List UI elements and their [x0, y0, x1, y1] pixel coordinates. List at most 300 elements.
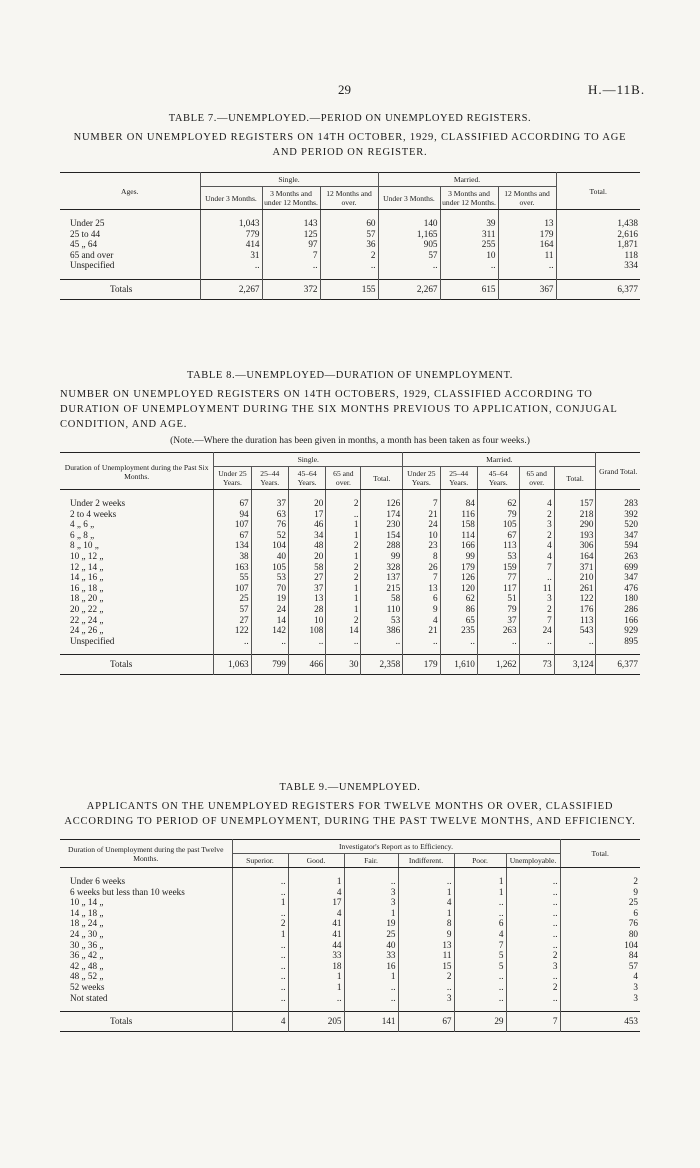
table-cell: 311: [440, 229, 498, 240]
table-cell: 1: [326, 551, 361, 562]
row-label: Under 25: [60, 218, 200, 229]
table-row: [60, 615, 640, 626]
spacer-cell: [60, 868, 232, 877]
table-cell: 80: [628, 928, 638, 939]
table-cell: 25: [214, 593, 251, 604]
table-cell: ..: [519, 572, 554, 583]
table-cell: 3: [506, 961, 560, 972]
row-label: Not stated: [60, 993, 232, 1004]
t7-head-single: Single.: [200, 173, 378, 187]
t8-head-single: Single.: [214, 453, 403, 467]
totals-cell: 6,377: [556, 279, 640, 299]
table-row: [60, 260, 640, 271]
row-label: 20 „ 22 „: [60, 604, 214, 615]
t7-head-m-3to12: 3 Months and under 12 Months.: [440, 187, 498, 210]
table-cell: 13: [288, 593, 325, 604]
t8-head-m-65: 65 and over.: [519, 467, 554, 490]
table-cell: 20: [288, 551, 325, 562]
table-cell: 286: [624, 603, 638, 614]
spacer-cell: [361, 646, 403, 655]
t8-head-duration: Duration of Unemployment during the Past Six Months.: [60, 453, 214, 490]
table-cell: 3: [519, 519, 554, 530]
table-cell: 261: [554, 583, 596, 594]
table-row: [60, 929, 640, 940]
table-cell: 166: [624, 614, 638, 625]
t7-head-ages: Ages.: [60, 173, 200, 210]
table-row: [60, 604, 640, 615]
totals-cell: 3,124: [554, 655, 596, 675]
table-cell: ..: [251, 636, 288, 647]
table-cell: 6: [454, 918, 506, 929]
table-cell: 1: [288, 971, 344, 982]
spacer-cell: [60, 1003, 232, 1012]
table-cell: 117: [477, 583, 519, 594]
table-cell: 113: [554, 615, 596, 626]
table-cell: 60: [320, 218, 378, 229]
row-label: 2 to 4 weeks: [60, 509, 214, 520]
table-cell: 126: [361, 498, 403, 509]
row-label: 4 „ 6 „: [60, 519, 214, 530]
spacer-row: [60, 210, 640, 219]
table-cell: 166: [440, 540, 477, 551]
table-cell: 159: [477, 562, 519, 573]
row-label: 6 weeks but less than 10 weeks: [60, 887, 232, 898]
table-cell: 2: [633, 876, 638, 886]
row-label: 65 and over: [60, 250, 200, 261]
table-cell: 1: [232, 897, 288, 908]
row-label: 10 „ 12 „: [60, 551, 214, 562]
table-row: [60, 239, 640, 250]
table-cell: 13: [403, 583, 440, 594]
table-cell: 3: [344, 897, 398, 908]
table-cell: 14: [326, 625, 361, 636]
table-cell: 24: [403, 519, 440, 530]
table-cell: 1: [288, 982, 344, 993]
table-cell: ..: [506, 897, 560, 908]
table-cell: 143: [262, 218, 320, 229]
table-cell: ..: [506, 929, 560, 940]
table-cell: 2: [326, 540, 361, 551]
table-cell: 70: [251, 583, 288, 594]
table-row: [60, 551, 640, 562]
table-cell: 79: [477, 509, 519, 520]
table-cell: ..: [554, 636, 596, 647]
table-cell: 107: [214, 519, 251, 530]
table-cell: 53: [477, 551, 519, 562]
table-cell: ..: [214, 636, 251, 647]
table-row: [60, 887, 640, 898]
spacer-cell: [556, 210, 640, 219]
table-cell: 230: [361, 519, 403, 530]
table-cell: 11: [498, 250, 556, 261]
table-cell: 57: [378, 250, 440, 261]
table-cell: 25: [628, 897, 638, 908]
table-row: [60, 971, 640, 982]
spacer-cell: [200, 210, 262, 219]
table-cell: 41: [288, 929, 344, 940]
table-cell: 126: [440, 572, 477, 583]
table-cell: 33: [344, 950, 398, 961]
table-cell: 1,871: [617, 239, 638, 250]
table-cell: 15: [398, 961, 454, 972]
table-cell: 77: [477, 572, 519, 583]
table-cell: 34: [288, 530, 325, 541]
table-cell: 1: [398, 908, 454, 919]
table-cell: 4: [633, 971, 638, 982]
table-cell: 5: [454, 961, 506, 972]
row-label: 25 to 44: [60, 229, 200, 240]
table-cell: ..: [519, 636, 554, 647]
totals-cell: 7: [506, 1012, 560, 1032]
table-cell: 5: [454, 950, 506, 961]
table-cell: 8: [403, 551, 440, 562]
table-cell: 113: [477, 540, 519, 551]
table-cell: 543: [554, 625, 596, 636]
table-cell: 2,616: [617, 228, 638, 239]
table-cell: 40: [344, 940, 398, 951]
row-label: 42 „ 48 „: [60, 961, 232, 972]
table-cell: 3: [633, 992, 638, 1003]
table-cell: 7: [403, 498, 440, 509]
t7-head-s-3to12: 3 Months and under 12 Months.: [262, 187, 320, 210]
table-cell: 2: [519, 530, 554, 541]
totals-cell: 205: [288, 1012, 344, 1032]
row-label: 24 „ 30 „: [60, 929, 232, 940]
spacer-cell: [251, 490, 288, 499]
table-cell: ..: [320, 260, 378, 271]
table-cell: ..: [506, 940, 560, 951]
t8-head-s-45-64: 45–64 Years.: [288, 467, 325, 490]
table-cell: 7: [454, 940, 506, 951]
table-cell: 65: [440, 615, 477, 626]
table-cell: 2: [320, 250, 378, 261]
table-cell: 27: [288, 572, 325, 583]
table-cell: 2: [506, 950, 560, 961]
table-cell: 2: [326, 572, 361, 583]
table8: [60, 452, 640, 675]
table-cell: 19: [251, 593, 288, 604]
table-cell: 392: [624, 508, 638, 519]
table-row: [60, 593, 640, 604]
totals-cell: 29: [454, 1012, 506, 1032]
spacer-cell: [519, 490, 554, 499]
spacer-cell: [440, 210, 498, 219]
table-cell: 2: [326, 562, 361, 573]
t8-head-m-25-44: 25–44 Years.: [440, 467, 477, 490]
t8-head-m-45-64: 45–64 Years.: [477, 467, 519, 490]
t9-head-indifferent: Indifferent.: [398, 854, 454, 868]
table-cell: 2: [326, 498, 361, 509]
t8-head-married: Married.: [403, 453, 596, 467]
table-cell: ..: [232, 961, 288, 972]
table-cell: 1: [326, 530, 361, 541]
table-cell: 108: [288, 625, 325, 636]
row-label: 16 „ 18 „: [60, 583, 214, 594]
totals-cell: 6,377: [596, 655, 640, 675]
spacer-cell: [214, 646, 251, 655]
table-cell: 57: [320, 229, 378, 240]
table-cell: 2: [398, 971, 454, 982]
table-cell: 235: [440, 625, 477, 636]
table-cell: 40: [251, 551, 288, 562]
spacer-cell: [251, 646, 288, 655]
table-cell: 94: [214, 509, 251, 520]
table-cell: 31: [200, 250, 262, 261]
table-cell: ..: [454, 982, 506, 993]
totals-cell: 1,063: [214, 655, 251, 675]
table-cell: 163: [214, 562, 251, 573]
table-cell: ..: [440, 636, 477, 647]
table-cell: 157: [554, 498, 596, 509]
table-cell: ..: [232, 971, 288, 982]
table-cell: 58: [288, 562, 325, 573]
table-cell: 6: [633, 907, 638, 918]
table-cell: 347: [624, 572, 638, 583]
row-label: 36 „ 42 „: [60, 950, 232, 961]
table-cell: 48: [288, 540, 325, 551]
table7-subtitle: NUMBER ON UNEMPLOYED REGISTERS ON 14TH OCTOBER, 1929, CLASSIFIED ACCORDING TO AGE AND PERIOD ON REGISTER.: [73, 132, 627, 158]
table-cell: 55: [214, 572, 251, 583]
table-cell: 105: [251, 562, 288, 573]
spacer-cell: [556, 271, 640, 280]
table-cell: 2: [519, 604, 554, 615]
spacer-cell: [498, 271, 556, 280]
table-row: [60, 908, 640, 919]
table-cell: 594: [624, 540, 638, 551]
table-row: [60, 950, 640, 961]
row-label: Unspecified: [60, 636, 214, 647]
table-cell: 114: [440, 530, 477, 541]
table-cell: 414: [200, 239, 262, 250]
table-cell: 1: [344, 908, 398, 919]
table-cell: ..: [454, 897, 506, 908]
table-cell: ..: [288, 993, 344, 1004]
table8-subtitle: NUMBER ON UNEMPLOYED REGISTERS ON 14TH OCTOBERS, 1929, CLASSIFIED ACCORDING TO DURATION OF UNEMPLOYMENT DURING THE SIX MONTHS PREVIOUS TO APPLICATION, CONJUGAL CONDITION, AND AGE.: [60, 389, 618, 430]
table-cell: 1: [326, 583, 361, 594]
table-row: [60, 562, 640, 573]
totals-cell: 155: [320, 279, 378, 299]
table-cell: 283: [624, 498, 638, 508]
spacer-cell: [320, 210, 378, 219]
spacer-cell: [440, 490, 477, 499]
table-cell: 1,043: [200, 218, 262, 229]
t9-head-superior: Superior.: [232, 854, 288, 868]
totals-row: [60, 1012, 640, 1032]
spacer-row: [60, 868, 640, 877]
table-row: [60, 250, 640, 261]
table-cell: 1,165: [378, 229, 440, 240]
row-label: 18 „ 24 „: [60, 918, 232, 929]
spacer-cell: [288, 646, 325, 655]
table-row: [60, 583, 640, 594]
table8-section: [60, 370, 640, 675]
table-cell: 104: [624, 939, 638, 950]
spacer-cell: [288, 490, 325, 499]
table-cell: ..: [506, 971, 560, 982]
table-cell: 328: [361, 562, 403, 573]
table-cell: 4: [288, 887, 344, 898]
table-cell: 779: [200, 229, 262, 240]
spacer-cell: [398, 1003, 454, 1012]
table-cell: ..: [454, 971, 506, 982]
table-cell: 107: [214, 583, 251, 594]
totals-cell: 2,267: [200, 279, 262, 299]
table-cell: 3: [633, 981, 638, 992]
table-cell: 180: [624, 593, 638, 604]
t8-head-s-total: Total.: [361, 467, 403, 490]
table-cell: 116: [440, 509, 477, 520]
spacer-cell: [200, 271, 262, 280]
table-cell: ..: [361, 636, 403, 647]
table-cell: 1,438: [617, 218, 638, 228]
table-cell: 13: [498, 218, 556, 229]
totals-cell: 453: [560, 1012, 640, 1032]
table-cell: 2: [326, 615, 361, 626]
table-cell: ..: [378, 260, 440, 271]
table-row: [60, 918, 640, 929]
spacer-cell: [554, 646, 596, 655]
spacer-cell: [262, 271, 320, 280]
table-cell: 53: [251, 572, 288, 583]
table-cell: 51: [477, 593, 519, 604]
spacer-cell: [477, 490, 519, 499]
spacer-cell: [519, 646, 554, 655]
spacer-cell: [326, 490, 361, 499]
table-row: [60, 876, 640, 887]
spacer-cell: [454, 868, 506, 877]
table-cell: 110: [361, 604, 403, 615]
table-cell: 2: [519, 509, 554, 520]
table-cell: 306: [554, 540, 596, 551]
table-cell: 7: [262, 250, 320, 261]
spacer-cell: [506, 1003, 560, 1012]
table-cell: 84: [440, 498, 477, 509]
totals-cell: 1,610: [440, 655, 477, 675]
table-row: [60, 540, 640, 551]
totals-label: Totals: [60, 1012, 232, 1032]
table-cell: 37: [288, 583, 325, 594]
totals-cell: 67: [398, 1012, 454, 1032]
row-label: 30 „ 36 „: [60, 940, 232, 951]
table-cell: ..: [326, 636, 361, 647]
row-label: 12 „ 14 „: [60, 562, 214, 573]
table-cell: 25: [344, 929, 398, 940]
table-cell: 67: [214, 530, 251, 541]
table-cell: ..: [344, 876, 398, 887]
spacer-cell: [596, 490, 640, 499]
table-cell: 19: [344, 918, 398, 929]
totals-cell: 4: [232, 1012, 288, 1032]
spacer-cell: [320, 271, 378, 280]
totals-cell: 30: [326, 655, 361, 675]
table-cell: ..: [403, 636, 440, 647]
row-label: Under 6 weeks: [60, 876, 232, 887]
spacer-cell: [403, 490, 440, 499]
table-cell: 11: [398, 950, 454, 961]
row-label: 48 „ 52 „: [60, 971, 232, 982]
table-cell: 39: [440, 218, 498, 229]
t9-head-duration: Duration of Unemployment during the past Twelve Months.: [60, 840, 232, 868]
t8-body: [60, 490, 640, 675]
table-cell: 79: [477, 604, 519, 615]
table-cell: 347: [624, 529, 638, 540]
table-row: [60, 625, 640, 636]
table-cell: 24: [251, 604, 288, 615]
t9-head-total: Total.: [560, 840, 640, 868]
table-cell: 142: [251, 625, 288, 636]
totals-cell: 1,262: [477, 655, 519, 675]
totals-cell: 799: [251, 655, 288, 675]
table9-title: TABLE 9.—UNEMPLOYED.: [279, 782, 421, 793]
table-cell: 21: [403, 509, 440, 520]
table-cell: 38: [214, 551, 251, 562]
table-row: [60, 572, 640, 583]
table-cell: ..: [398, 876, 454, 887]
table-cell: 1: [344, 971, 398, 982]
t7-head-married: Married.: [378, 173, 556, 187]
table-cell: 174: [361, 509, 403, 520]
table-cell: 122: [214, 625, 251, 636]
table-cell: 37: [477, 615, 519, 626]
spacer-row: [60, 271, 640, 280]
table-cell: ..: [288, 636, 325, 647]
row-label: 14 „ 16 „: [60, 572, 214, 583]
totals-cell: 73: [519, 655, 554, 675]
table-cell: 11: [519, 583, 554, 594]
spacer-row: [60, 490, 640, 499]
spacer-cell: [398, 868, 454, 877]
table-cell: 67: [477, 530, 519, 541]
table-cell: 58: [361, 593, 403, 604]
table-cell: 1: [326, 519, 361, 530]
spacer-cell: [454, 1003, 506, 1012]
spacer-cell: [60, 210, 200, 219]
table-cell: ..: [232, 993, 288, 1004]
spacer-cell: [214, 490, 251, 499]
table-cell: ..: [506, 887, 560, 898]
t9-head-poor: Poor.: [454, 854, 506, 868]
t8-head-s-u25: Under 25 Years.: [214, 467, 251, 490]
row-label: 6 „ 8 „: [60, 530, 214, 541]
table-cell: ..: [506, 993, 560, 1004]
row-label: Under 2 weeks: [60, 498, 214, 509]
table-row: [60, 897, 640, 908]
t7-head-s-under3: Under 3 Months.: [200, 187, 262, 210]
spacer-row: [60, 1003, 640, 1012]
t7-head-total: Total.: [556, 173, 640, 210]
table-cell: ..: [232, 940, 288, 951]
table9-subtitle: APPLICANTS ON THE UNEMPLOYED REGISTERS FOR TWELVE MONTHS OR OVER, CLASSIFIED ACCORDING TO PERIOD OF UNEMPLOYMENT, DURING THE PAST TWELVE MONTHS, AND EFFICIENCY.: [64, 801, 636, 827]
table-cell: ..: [506, 918, 560, 929]
table-cell: 10: [440, 250, 498, 261]
table-cell: 21: [403, 625, 440, 636]
spacer-cell: [506, 868, 560, 877]
table-cell: 4: [398, 897, 454, 908]
table8-note: (Note.—Where the duration has been given in months, a month has been taken as four weeks.): [170, 436, 530, 446]
table-row: [60, 509, 640, 520]
t9-head-good: Good.: [288, 854, 344, 868]
table-cell: 7: [403, 572, 440, 583]
t9-body: [60, 868, 640, 1032]
row-label: 45 „ 64: [60, 239, 200, 250]
t8-head-m-total: Total.: [554, 467, 596, 490]
table-cell: 14: [251, 615, 288, 626]
table-cell: ..: [454, 993, 506, 1004]
totals-cell: 466: [288, 655, 325, 675]
table-cell: 895: [624, 635, 638, 646]
table-cell: 1: [454, 887, 506, 898]
totals-row: [60, 279, 640, 299]
